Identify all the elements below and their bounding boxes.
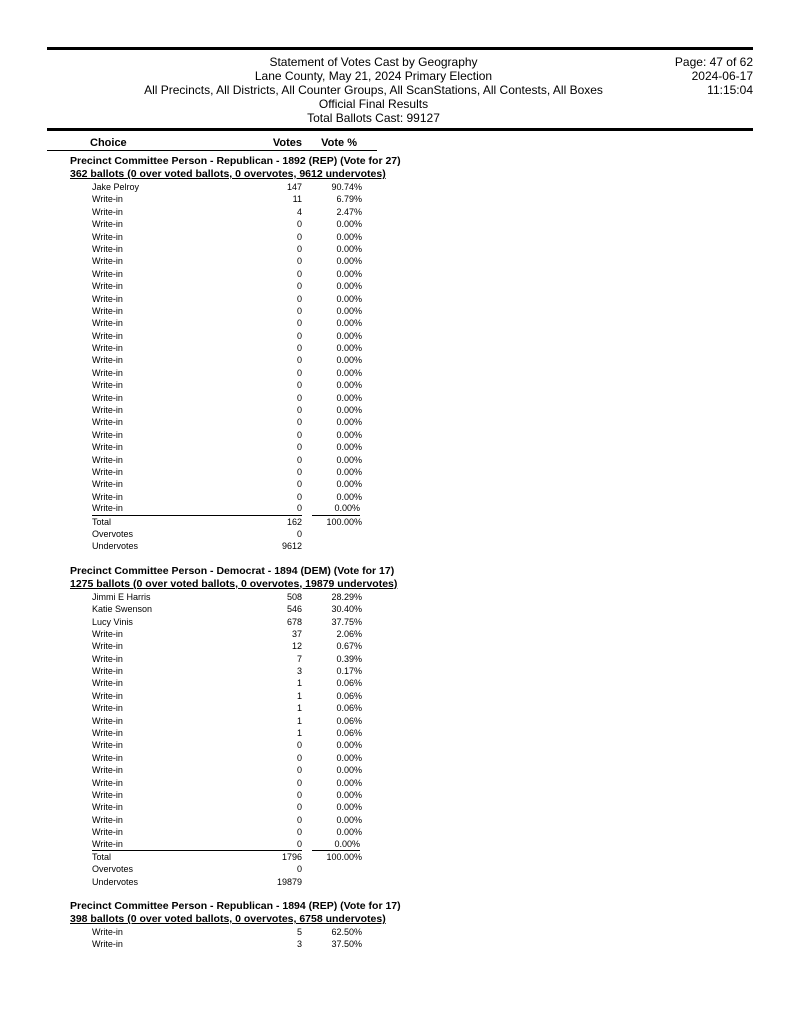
vote-percent: 37.75%: [331, 616, 362, 627]
vote-percent: 0.00%: [336, 765, 362, 776]
vote-count: 0: [296, 318, 302, 329]
result-row: [0, 218, 800, 230]
vote-count: 1: [296, 690, 302, 701]
choice-name: Write-in: [92, 752, 123, 763]
results-status: Official Final Results: [318, 97, 429, 111]
choice-name: Write-in: [92, 268, 123, 279]
vote-count: 0: [296, 343, 302, 354]
vote-count: 0: [296, 355, 302, 366]
choice-name: Write-in: [92, 318, 123, 329]
choice-name: Total: [92, 851, 112, 862]
choice-name: Write-in: [92, 367, 123, 378]
result-row: [0, 181, 800, 193]
choice-name: Write-in: [92, 503, 302, 515]
contest-ballot-summary: 398 ballots (0 over voted ballots, 0 overvotes, 6758 undervotes): [70, 913, 386, 926]
vote-count: 19879: [276, 876, 302, 887]
vote-percent: 37.50%: [331, 939, 362, 950]
choice-name: Undervotes: [92, 876, 139, 887]
choice-name: Write-in: [92, 392, 123, 403]
choice-name: Write-in: [92, 740, 123, 751]
top-rule: [47, 47, 753, 50]
choice-name: Write-in: [92, 293, 123, 304]
contest-title: Precinct Committee Person - Democrat - 1894 (DEM) (Vote for 17): [70, 564, 395, 577]
column-header-rule: [47, 150, 377, 151]
choice-name: Write-in: [92, 256, 123, 267]
vote-percent: 0.00%: [336, 305, 362, 316]
vote-percent: 0.00%: [336, 392, 362, 403]
vote-percent: 30.40%: [331, 604, 362, 615]
result-row: [0, 193, 800, 205]
result-row: [0, 789, 800, 801]
choice-name: Write-in: [92, 927, 123, 938]
result-row: [0, 752, 800, 764]
vote-count: 3: [296, 939, 302, 950]
vote-count: 0: [296, 802, 302, 813]
vote-count: 1796: [281, 851, 302, 862]
vote-count: 0: [296, 454, 302, 465]
result-row: [0, 814, 800, 826]
result-row: [0, 280, 800, 292]
vote-count: 7: [296, 653, 302, 664]
contest-ballot-summary: 1275 ballots (0 over voted ballots, 0 overvotes, 19879 undervotes): [70, 577, 398, 590]
result-row: [0, 404, 800, 416]
choice-name: Undervotes: [92, 541, 139, 552]
vote-count: 0: [296, 528, 302, 539]
vote-count: 0: [296, 268, 302, 279]
vote-count: 0: [252, 839, 302, 851]
vote-percent: 0.06%: [336, 703, 362, 714]
choice-name: Write-in: [92, 641, 123, 652]
result-row: [0, 342, 800, 354]
vote-count: 0: [296, 429, 302, 440]
choice-name: Write-in: [92, 442, 123, 453]
result-row: [0, 478, 800, 490]
vote-count: 0: [296, 814, 302, 825]
vote-count: 0: [296, 827, 302, 838]
vote-count: 162: [286, 516, 302, 527]
choice-name: Jake Pelroy: [92, 182, 140, 192]
vote-count: 4: [296, 206, 302, 217]
choice-name: Katie Swenson: [92, 604, 153, 615]
result-row: [0, 466, 800, 478]
column-header-votes: Votes: [272, 137, 302, 149]
result-row: [0, 491, 800, 503]
contest-section: [0, 565, 800, 888]
vote-percent: 0.00%: [336, 367, 362, 378]
contest-list: [0, 155, 800, 963]
result-row: [0, 268, 800, 280]
vote-percent: 0.06%: [336, 678, 362, 689]
result-row: [0, 317, 800, 329]
result-row: [0, 367, 800, 379]
vote-percent: 0.00%: [336, 454, 362, 465]
vote-count: 0: [296, 417, 302, 428]
vote-count: 0: [296, 777, 302, 788]
contest-section: [0, 155, 800, 553]
vote-percent: 0.00%: [336, 343, 362, 354]
vote-count: 5: [296, 927, 302, 938]
vote-percent: 0.00%: [336, 256, 362, 267]
choice-name: Write-in: [92, 839, 302, 851]
result-row: [0, 429, 800, 441]
column-header-vote-pct: Vote %: [321, 137, 357, 149]
vote-percent: 0.00%: [336, 293, 362, 304]
choice-name: Write-in: [92, 305, 123, 316]
vote-count: 0: [296, 231, 302, 242]
vote-percent: 0.00%: [336, 466, 362, 477]
vote-percent: 0.00%: [336, 479, 362, 490]
vote-count: 9612: [281, 541, 302, 552]
vote-count: 1: [296, 703, 302, 714]
vote-percent: 2.06%: [336, 628, 362, 639]
result-row: [0, 231, 800, 243]
result-row: [0, 826, 800, 838]
totals-row: [0, 851, 800, 863]
page-number: Page: 47 of 62: [674, 55, 753, 69]
vote-percent: 2.47%: [336, 206, 362, 217]
choice-name: Write-in: [92, 380, 123, 391]
choice-name: Write-in: [92, 653, 123, 664]
vote-count: 12: [291, 641, 302, 652]
column-header-choice: Choice: [90, 137, 127, 149]
vote-count: 0: [296, 479, 302, 490]
totals-row: [0, 528, 800, 540]
vote-count: 3: [296, 666, 302, 677]
result-row: [0, 441, 800, 453]
choice-name: Write-in: [92, 405, 123, 416]
vote-count: 546: [286, 604, 302, 615]
choice-name: Write-in: [92, 628, 123, 639]
choice-name: Write-in: [92, 728, 123, 739]
vote-count: 1: [296, 728, 302, 739]
choice-name: Total: [92, 516, 112, 527]
result-row: [0, 727, 800, 739]
result-row: [0, 616, 800, 628]
report-date: 2024-06-17: [691, 69, 753, 83]
vote-percent: 100.00%: [326, 851, 362, 862]
result-row: [0, 739, 800, 751]
vote-percent: 0.00%: [336, 740, 362, 751]
vote-percent: 0.17%: [336, 666, 362, 677]
choice-name: Write-in: [92, 777, 123, 788]
choice-name: Write-in: [92, 231, 123, 242]
header-bottom-rule: [47, 128, 753, 131]
choice-name: Write-in: [92, 466, 123, 477]
vote-count: 0: [296, 765, 302, 776]
vote-count: 11: [292, 194, 302, 205]
result-row: [0, 839, 800, 851]
vote-count: 0: [296, 367, 302, 378]
choice-name: Write-in: [92, 243, 123, 254]
vote-count: 0: [252, 503, 302, 515]
choice-name: Write-in: [92, 194, 123, 205]
vote-count: 0: [296, 293, 302, 304]
result-row: [0, 603, 800, 615]
vote-percent: 0.00%: [336, 330, 362, 341]
report-filters: All Precincts, All Districts, All Counter Groups, All ScanStations, All Contests, All Boxes: [144, 83, 603, 97]
choice-name: Write-in: [92, 491, 123, 502]
vote-percent: 0.06%: [336, 728, 362, 739]
result-row: [0, 454, 800, 466]
vote-count: 0: [296, 752, 302, 763]
choice-name: Write-in: [92, 690, 123, 701]
vote-percent: 0.00%: [312, 839, 360, 851]
totals-row: [0, 516, 800, 528]
vote-count: 0: [296, 442, 302, 453]
vote-percent: 6.79%: [336, 194, 362, 205]
totals-row: [0, 540, 800, 552]
total-ballots: Total Ballots Cast: 99127: [307, 111, 440, 125]
vote-percent: 0.00%: [336, 219, 362, 230]
vote-percent: 0.00%: [336, 429, 362, 440]
vote-count: 0: [296, 219, 302, 230]
election-name: Lane County, May 21, 2024 Primary Election: [254, 69, 493, 83]
vote-count: 0: [296, 405, 302, 416]
result-row: [0, 305, 800, 317]
contest-title: Precinct Committee Person - Republican - 1892 (REP) (Vote for 27): [70, 155, 401, 167]
choice-name: Write-in: [92, 765, 123, 776]
result-row: [0, 702, 800, 714]
choice-name: Write-in: [92, 703, 123, 714]
vote-percent: 100.00%: [326, 516, 362, 527]
choice-name: Write-in: [92, 789, 123, 800]
result-row: [0, 503, 800, 515]
vote-count: 0: [296, 281, 302, 292]
choice-name: Write-in: [92, 454, 123, 465]
vote-percent: 0.06%: [336, 690, 362, 701]
result-row: [0, 591, 800, 603]
contest-title: Precinct Committee Person - Republican - 1894 (REP) (Vote for 17): [70, 900, 401, 913]
choice-name: Write-in: [92, 666, 123, 677]
choice-name: Write-in: [92, 206, 123, 217]
choice-name: Write-in: [92, 281, 123, 292]
choice-name: Jimmi E Harris: [92, 591, 151, 602]
vote-percent: 0.00%: [336, 491, 362, 502]
vote-percent: 0.00%: [336, 243, 362, 254]
choice-name: Write-in: [92, 678, 123, 689]
vote-percent: 90.74%: [331, 182, 362, 192]
vote-percent: 0.00%: [336, 789, 362, 800]
result-row: [0, 801, 800, 813]
choice-name: Lucy Vinis: [92, 616, 133, 627]
choice-name: Write-in: [92, 429, 123, 440]
result-row: [0, 938, 800, 950]
vote-count: 147: [286, 182, 302, 192]
choice-name: Write-in: [92, 417, 123, 428]
vote-count: 1: [296, 715, 302, 726]
result-row: [0, 677, 800, 689]
vote-count: 0: [296, 491, 302, 502]
result-row: [0, 764, 800, 776]
vote-percent: 0.00%: [336, 752, 362, 763]
vote-percent: 0.00%: [336, 417, 362, 428]
vote-percent: 0.00%: [336, 268, 362, 279]
vote-percent: 28.29%: [331, 591, 362, 602]
result-row: [0, 392, 800, 404]
result-row: [0, 416, 800, 428]
choice-name: Write-in: [92, 827, 123, 838]
totals-row: [0, 863, 800, 875]
choice-name: Write-in: [92, 802, 123, 813]
vote-percent: 0.00%: [336, 405, 362, 416]
vote-count: 508: [286, 591, 302, 602]
choice-name: Write-in: [92, 330, 123, 341]
result-row: [0, 715, 800, 727]
vote-percent: 0.00%: [336, 281, 362, 292]
report-time: 11:15:04: [707, 83, 753, 97]
choice-name: Write-in: [92, 343, 123, 354]
result-row: [0, 293, 800, 305]
result-row: [0, 354, 800, 366]
report-header: [47, 55, 700, 125]
vote-percent: 0.00%: [336, 777, 362, 788]
choice-name: Write-in: [92, 814, 123, 825]
result-row: [0, 255, 800, 267]
result-row: [0, 330, 800, 342]
vote-percent: 0.00%: [336, 380, 362, 391]
vote-count: 0: [296, 243, 302, 254]
vote-percent: 0.00%: [312, 503, 360, 515]
vote-count: 1: [296, 678, 302, 689]
result-row: [0, 640, 800, 652]
result-row: [0, 206, 800, 218]
vote-count: 0: [296, 256, 302, 267]
vote-count: 0: [296, 380, 302, 391]
vote-count: 678: [286, 616, 302, 627]
choice-name: Write-in: [92, 715, 123, 726]
choice-name: Write-in: [92, 219, 123, 230]
vote-percent: 0.00%: [336, 802, 362, 813]
vote-percent: 0.00%: [336, 231, 362, 242]
result-row: [0, 926, 800, 938]
contest-ballot-summary: 362 ballots (0 over voted ballots, 0 overvotes, 9612 undervotes): [70, 168, 386, 180]
vote-count: 37: [291, 628, 302, 639]
result-row: [0, 690, 800, 702]
result-row: [0, 777, 800, 789]
totals-row: [0, 876, 800, 888]
result-row: [0, 628, 800, 640]
vote-percent: 62.50%: [331, 927, 362, 938]
vote-count: 0: [296, 392, 302, 403]
vote-percent: 0.67%: [336, 641, 362, 652]
vote-percent: 0.00%: [336, 814, 362, 825]
vote-percent: 0.00%: [336, 442, 362, 453]
choice-name: Overvotes: [92, 528, 134, 539]
choice-name: Overvotes: [92, 864, 134, 875]
choice-name: Write-in: [92, 939, 123, 950]
vote-percent: 0.00%: [336, 355, 362, 366]
result-row: [0, 379, 800, 391]
vote-percent: 0.00%: [336, 827, 362, 838]
vote-count: 0: [296, 305, 302, 316]
vote-percent: 0.06%: [336, 715, 362, 726]
result-row: [0, 243, 800, 255]
vote-count: 0: [296, 330, 302, 341]
vote-count: 0: [296, 740, 302, 751]
choice-name: Write-in: [92, 479, 123, 490]
report-meta: [675, 55, 753, 97]
vote-count: 0: [296, 864, 302, 875]
choice-name: Write-in: [92, 355, 123, 366]
vote-count: 0: [296, 466, 302, 477]
vote-count: 0: [296, 789, 302, 800]
report-title: Statement of Votes Cast by Geography: [269, 55, 478, 69]
contest-section: [0, 900, 800, 951]
result-row: [0, 653, 800, 665]
vote-percent: 0.39%: [336, 653, 362, 664]
vote-percent: 0.00%: [336, 318, 362, 329]
result-row: [0, 665, 800, 677]
